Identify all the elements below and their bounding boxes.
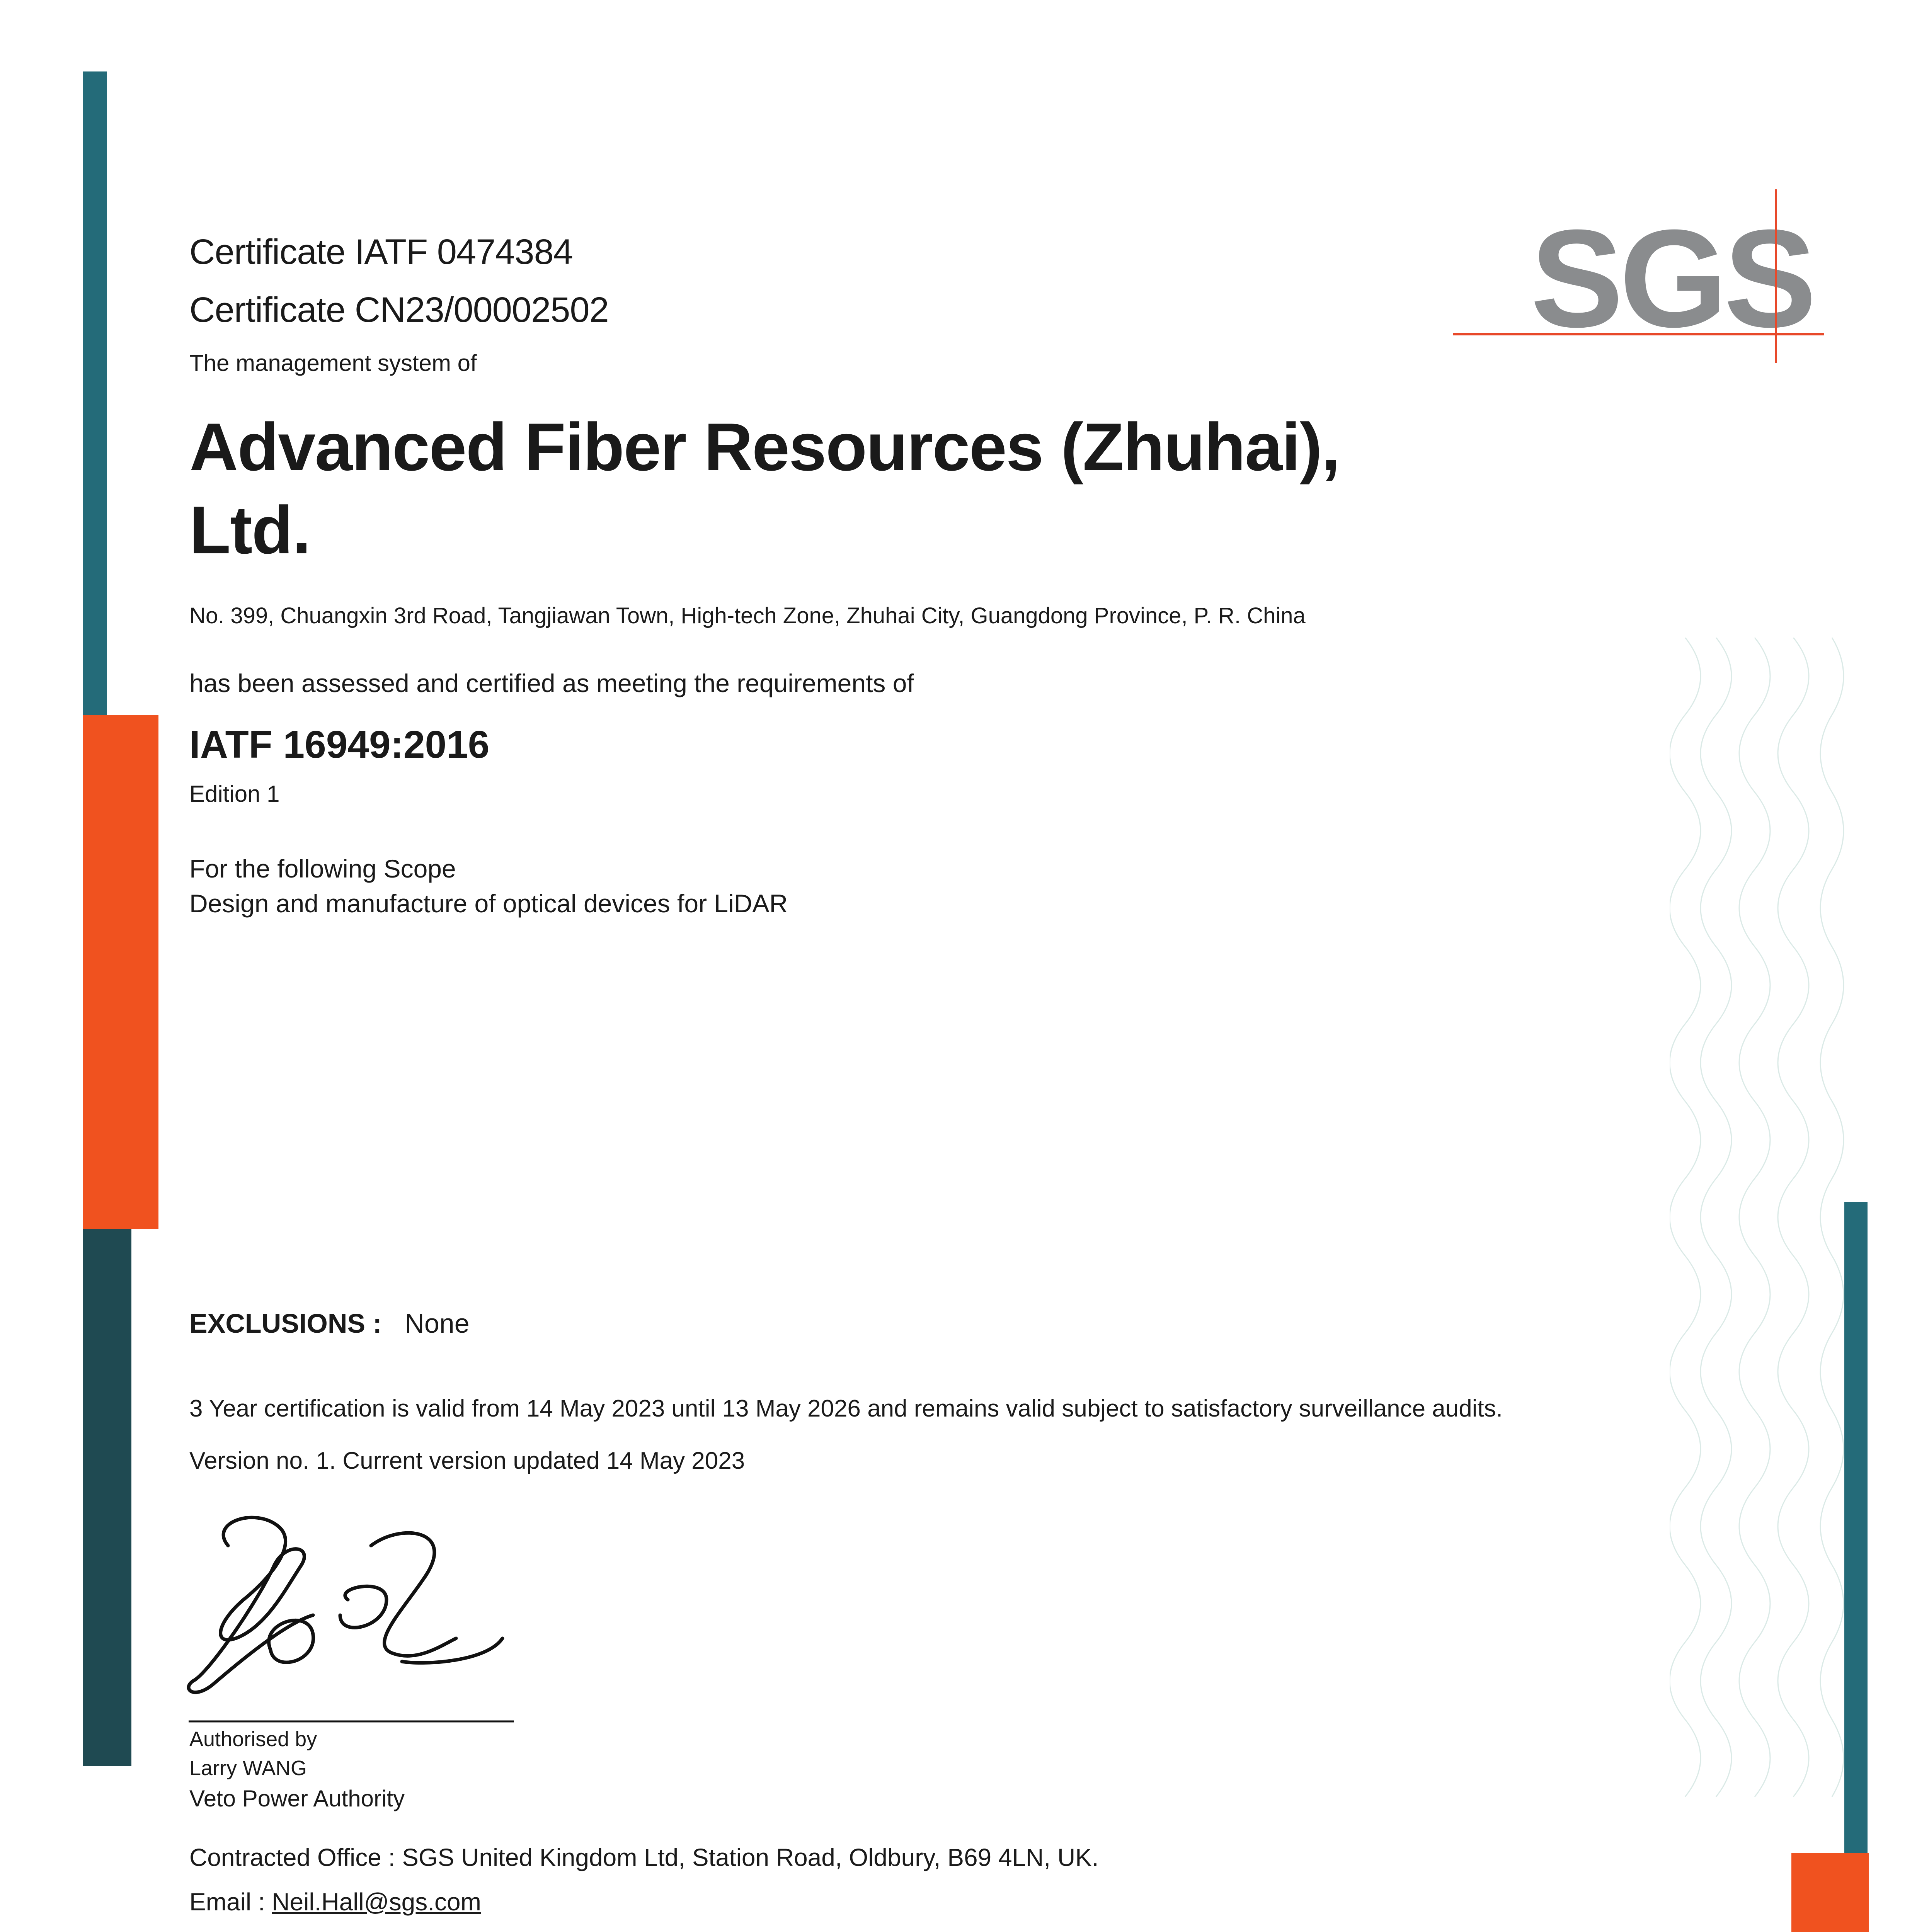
authorised-by-label: Authorised by <box>189 1728 317 1751</box>
scope-text: Design and manufacture of optical devices for LiDAR <box>189 889 788 918</box>
left-bar-dark <box>83 1229 131 1766</box>
company-address: No. 399, Chuangxin 3rd Road, Tangjiawan Town, High-tech Zone, Zhuhai City, Guangdong Province, P. R. China <box>189 603 1306 628</box>
company-name-line2: Ltd. <box>189 493 310 568</box>
email-link[interactable]: Neil.Hall@sgs.com <box>272 1888 481 1916</box>
right-bar-orange <box>1791 1853 1869 1932</box>
assessment-statement: has been assessed and certified as meeting the requirements of <box>189 669 914 697</box>
standard-name: IATF 16949:2016 <box>189 723 490 766</box>
sgs-logo-text: SGS <box>1531 201 1813 356</box>
scope-heading: For the following Scope <box>189 854 456 883</box>
exclusions-value: None <box>405 1308 470 1338</box>
certificate-cn-number: Certificate CN23/00002502 <box>189 290 609 330</box>
version-statement: Version no. 1. Current version updated 14 May 2023 <box>189 1447 745 1474</box>
edition: Edition 1 <box>189 781 280 807</box>
signature <box>186 1499 526 1739</box>
intro-text: The management system of <box>189 350 477 376</box>
exclusions-label: EXCLUSIONS : <box>189 1308 382 1338</box>
certificate-iatf-number: Certificate IATF 0474384 <box>189 232 573 272</box>
company-name-line1: Advanced Fiber Resources (Zhuhai), <box>189 410 1340 485</box>
signatory-title: Veto Power Authority <box>189 1786 405 1811</box>
sgs-logo <box>1453 185 1824 363</box>
contracted-office: Contracted Office : SGS United Kingdom Ltd, Station Road, Oldbury, B69 4LN, UK. <box>189 1844 1099 1871</box>
validity-statement: 3 Year certification is valid from 14 May 2023 until 13 May 2026 and remains valid subject to satisfactory surveillance audits. <box>189 1395 1503 1422</box>
guilloche-watermark <box>1670 638 1855 1835</box>
email-label: Email : <box>189 1888 272 1916</box>
left-bar-orange <box>83 715 158 1229</box>
email-line <box>189 1888 481 1916</box>
exclusions <box>189 1308 470 1339</box>
left-bar-teal <box>83 71 107 715</box>
signatory-name: Larry WANG <box>189 1757 307 1780</box>
